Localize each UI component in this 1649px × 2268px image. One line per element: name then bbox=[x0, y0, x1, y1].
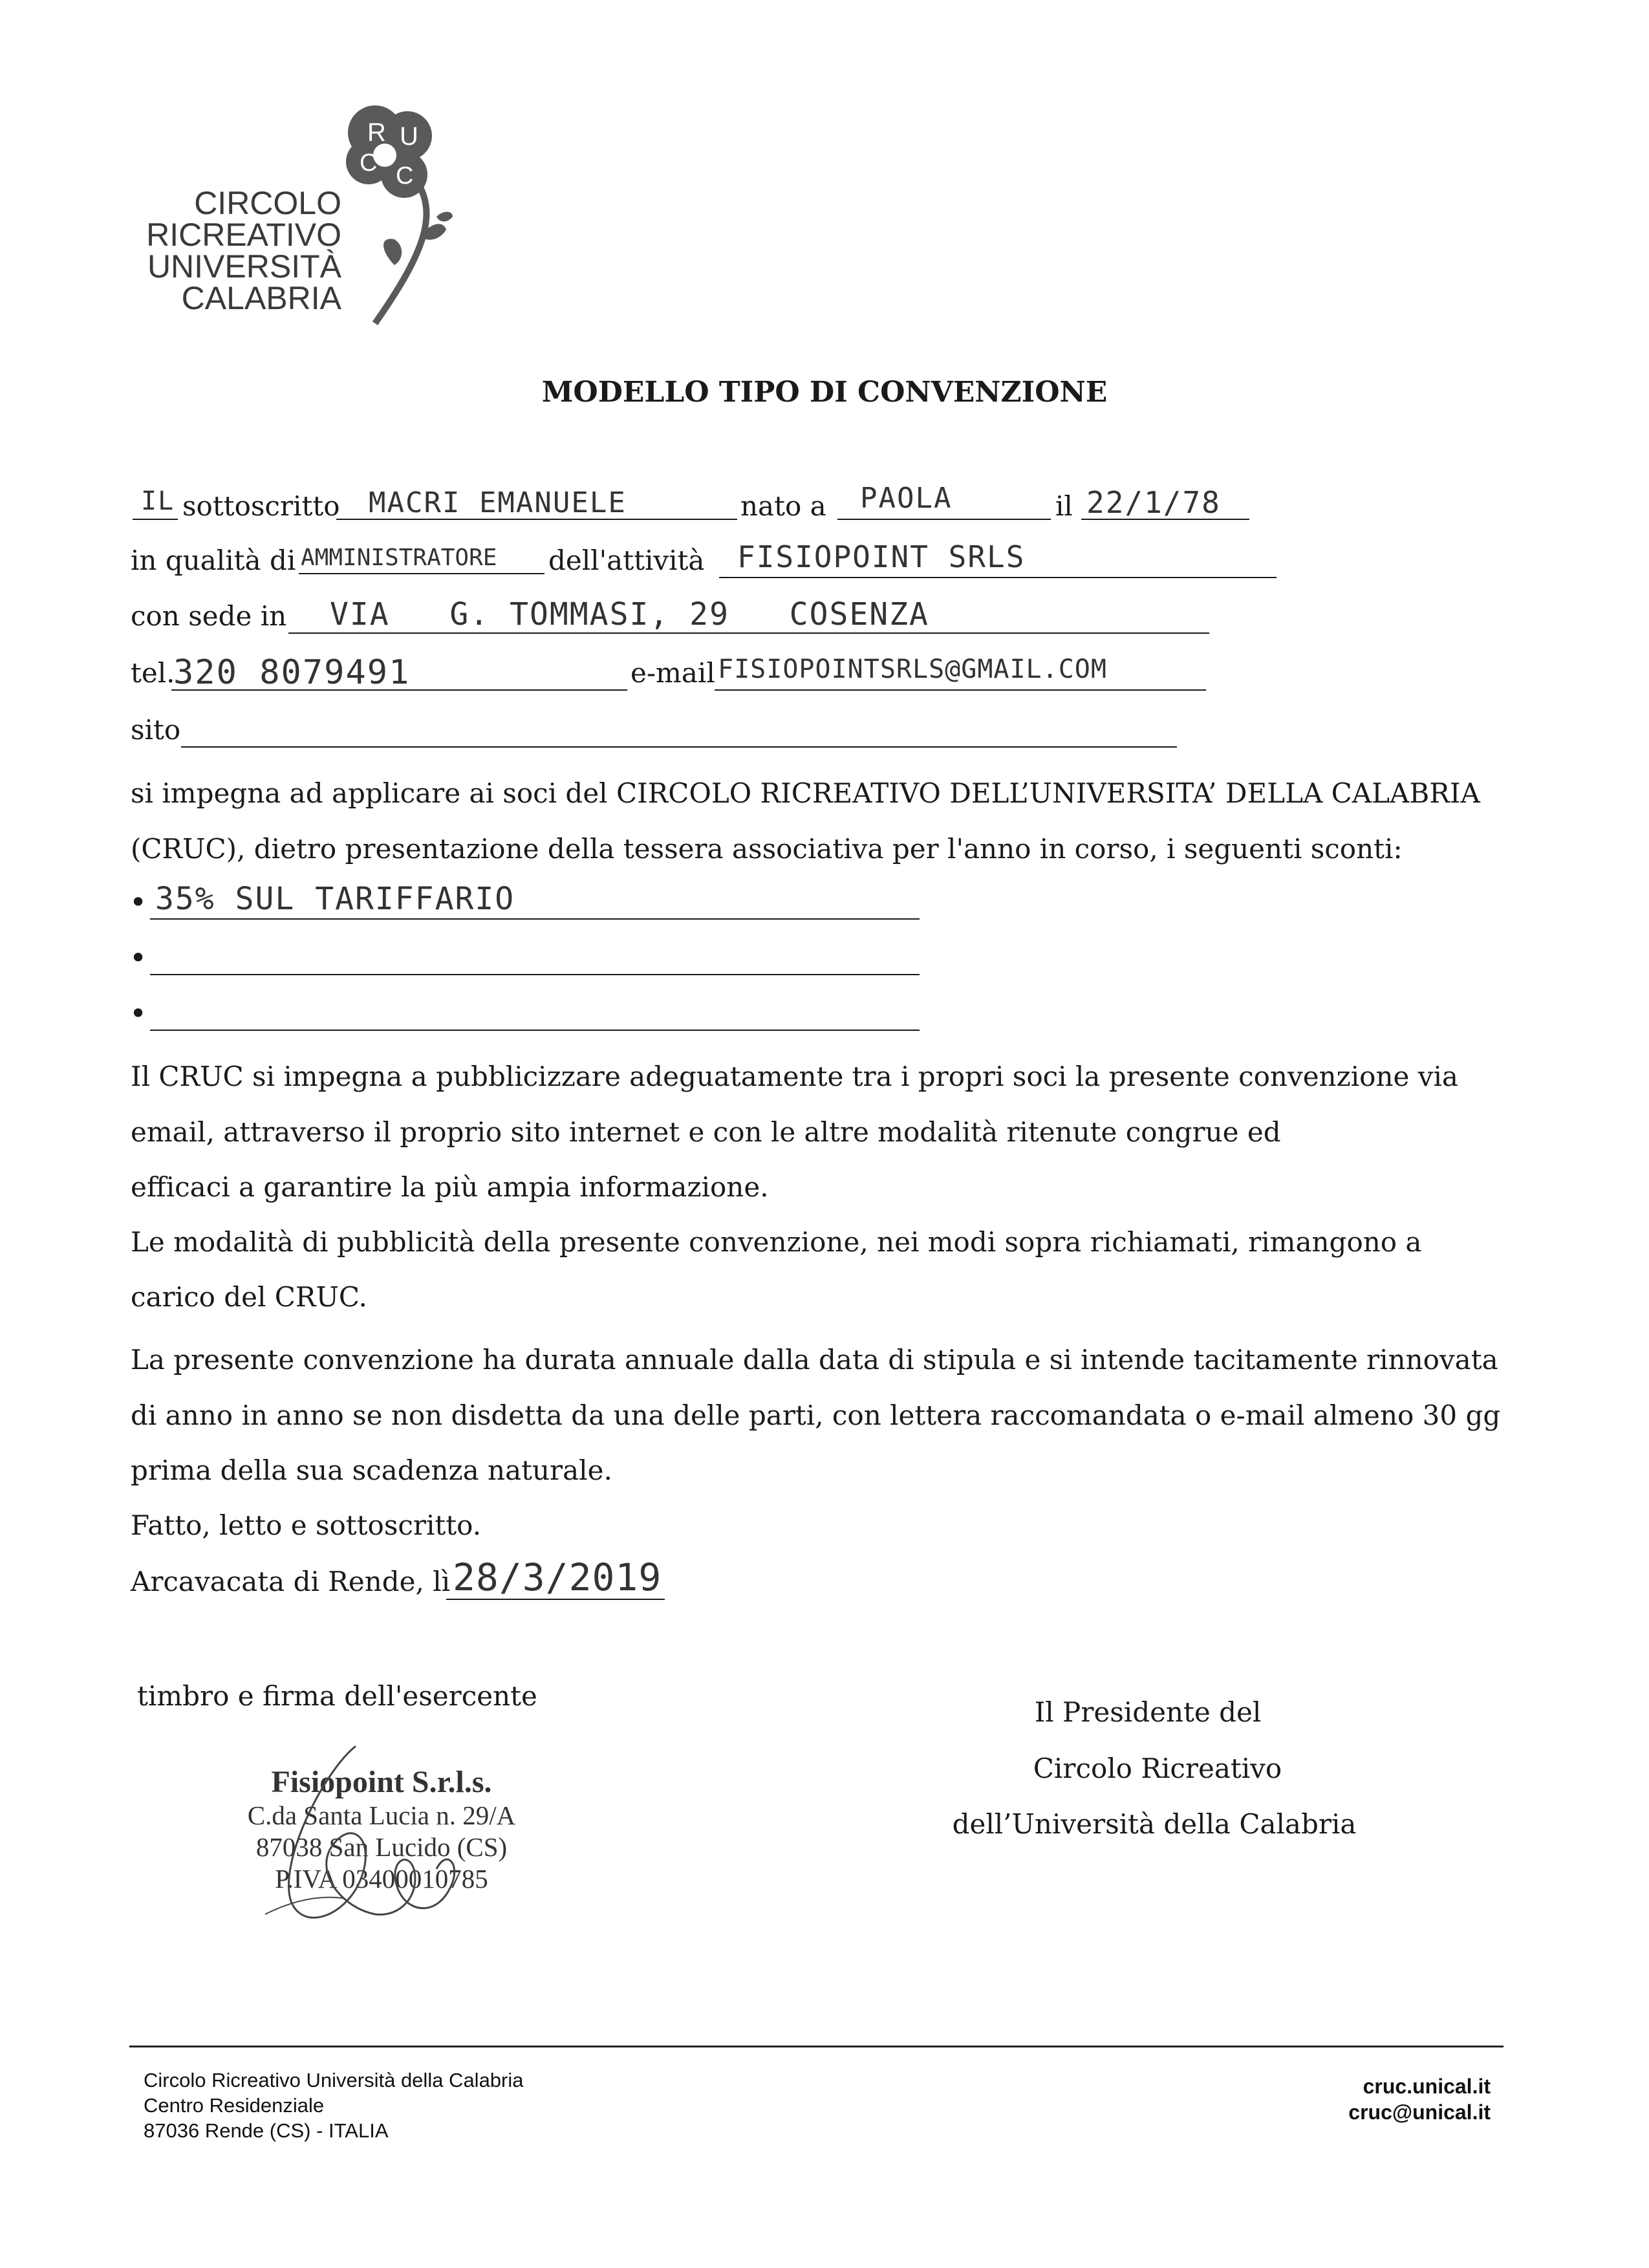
logo-line: CIRCOLO bbox=[194, 185, 341, 221]
logo-letter: C bbox=[396, 162, 414, 189]
handwritten-prefix: IL bbox=[141, 486, 175, 516]
logo-line: RICREATIVO bbox=[146, 217, 341, 253]
footer-website-link[interactable]: cruc.unical.it bbox=[1363, 2075, 1491, 2098]
fatto-line: Fatto, letto e sottoscritto. bbox=[131, 1509, 482, 1541]
handwritten-signature-icon bbox=[252, 1720, 511, 1934]
paragraph-line: La presente convenzione ha durata annuale dalla data di stipula e si intende tacitamente rinnovata bbox=[131, 1344, 1498, 1376]
sito-label: sito bbox=[131, 714, 181, 746]
bullet: • bbox=[129, 996, 147, 1031]
email-field[interactable]: FISIOPOINTSRLS@GMAIL.COM bbox=[718, 654, 1107, 684]
footer-address bbox=[144, 2068, 524, 2143]
nato-label: nato a bbox=[740, 490, 826, 522]
document-title: MODELLO TIPO DI CONVENZIONE bbox=[541, 376, 1108, 409]
paragraph-line: prima della sua scadenza naturale. bbox=[131, 1454, 612, 1486]
attivita-label: dell'attività bbox=[548, 545, 705, 576]
stamp-line: P.IVA 03400010785 bbox=[275, 1864, 488, 1894]
paragraph-line: di anno in anno se non disdetta da una delle parti, con lettera raccomandata o e-mail almeno 30 gg bbox=[131, 1399, 1501, 1431]
cruc-logo bbox=[136, 91, 485, 336]
impegno-line: si impegna ad applicare ai soci del CIRCOLO RICREATIVO DELL’UNIVERSITA’ DELLA CALABRIA bbox=[131, 777, 1480, 809]
birthdate-field[interactable]: 22/1/78 bbox=[1086, 485, 1221, 520]
logo-letter: U bbox=[400, 122, 418, 151]
footer-email-link[interactable]: cruc@unical.it bbox=[1348, 2101, 1491, 2124]
stamp-line: 87038 San Lucido (CS) bbox=[255, 1831, 508, 1862]
date-field[interactable]: 28/3/2019 bbox=[453, 1555, 662, 1599]
address-field[interactable]: VIA G. TOMMASI, 29 COSENZA bbox=[330, 596, 929, 632]
logo-letter: R bbox=[367, 118, 386, 147]
role-field[interactable]: AMMINISTRATORE bbox=[301, 545, 497, 571]
paragraph-line: email, attraverso il proprio sito internet e con le altre modalità ritenute congrue ed bbox=[131, 1116, 1281, 1148]
president-signature-block bbox=[952, 1685, 1436, 1853]
stamp-name: Fisiopoint S.r.l.s. bbox=[271, 1765, 492, 1799]
logo-line: CALABRIA bbox=[181, 280, 341, 316]
logo-flower-icon bbox=[323, 91, 491, 336]
il-label: il bbox=[1055, 490, 1073, 522]
footer-address-line: Centro Residenziale bbox=[144, 2093, 325, 2117]
qualita-label: in qualità di bbox=[131, 545, 296, 576]
sottoscritto-label: sottoscritto bbox=[182, 490, 340, 522]
footer-address-line: 87036 Rende (CS) - ITALIA bbox=[144, 2119, 389, 2142]
logo-letter: C bbox=[360, 149, 378, 177]
sede-label: con sede in bbox=[131, 600, 287, 632]
paragraph-line: Le modalità di pubblicità della presente convenzione, nei modi sopra richiamati, rimangono a bbox=[131, 1226, 1422, 1258]
president-line: dell’Università della Calabria bbox=[952, 1808, 1357, 1841]
president-line: Circolo Ricreativo bbox=[1033, 1752, 1282, 1784]
bullet: • bbox=[129, 940, 147, 975]
president-line: Il Presidente del bbox=[1034, 1696, 1262, 1728]
name-field[interactable]: MACRI EMANUELE bbox=[369, 486, 627, 519]
merchant-signature-label: timbro e firma dell'esercente bbox=[137, 1680, 537, 1712]
email-label: e-mail bbox=[630, 657, 715, 689]
sito-field[interactable] bbox=[181, 746, 1177, 748]
stamp-line: C.da Santa Lucia n. 29/A bbox=[247, 1800, 516, 1830]
paragraph-line: Il CRUC si impegna a pubblicizzare adeguatamente tra i propri soci la presente convenzione via bbox=[131, 1061, 1458, 1092]
paragraph-line: carico del CRUC. bbox=[131, 1281, 367, 1313]
footer-address-line: Circolo Ricreativo Università della Calabria bbox=[144, 2069, 524, 2091]
discount-field[interactable] bbox=[150, 1030, 920, 1031]
tel-field[interactable]: 320 8079491 bbox=[173, 653, 411, 692]
discount-field[interactable] bbox=[150, 974, 920, 975]
paragraph-line: efficaci a garantire la più ampia informazione. bbox=[131, 1171, 769, 1203]
footer-contacts bbox=[1229, 2073, 1491, 2125]
place-label: Arcavacata di Rende, lì bbox=[131, 1566, 451, 1597]
bullet: • bbox=[129, 885, 147, 920]
impegno-line: (CRUC), dietro presentazione della tessera associativa per l'anno in corso, i seguenti sconti: bbox=[131, 833, 1403, 865]
footer-divider bbox=[129, 2046, 1503, 2047]
tel-label: tel. bbox=[131, 657, 175, 689]
logo-line: UNIVERSITÀ bbox=[147, 248, 341, 285]
birthplace-field[interactable]: PAOLA bbox=[860, 482, 953, 515]
discount-field[interactable]: 35% SUL TARIFFARIO bbox=[155, 881, 515, 917]
activity-field[interactable]: FISIOPOINT SRLS bbox=[737, 539, 1026, 574]
